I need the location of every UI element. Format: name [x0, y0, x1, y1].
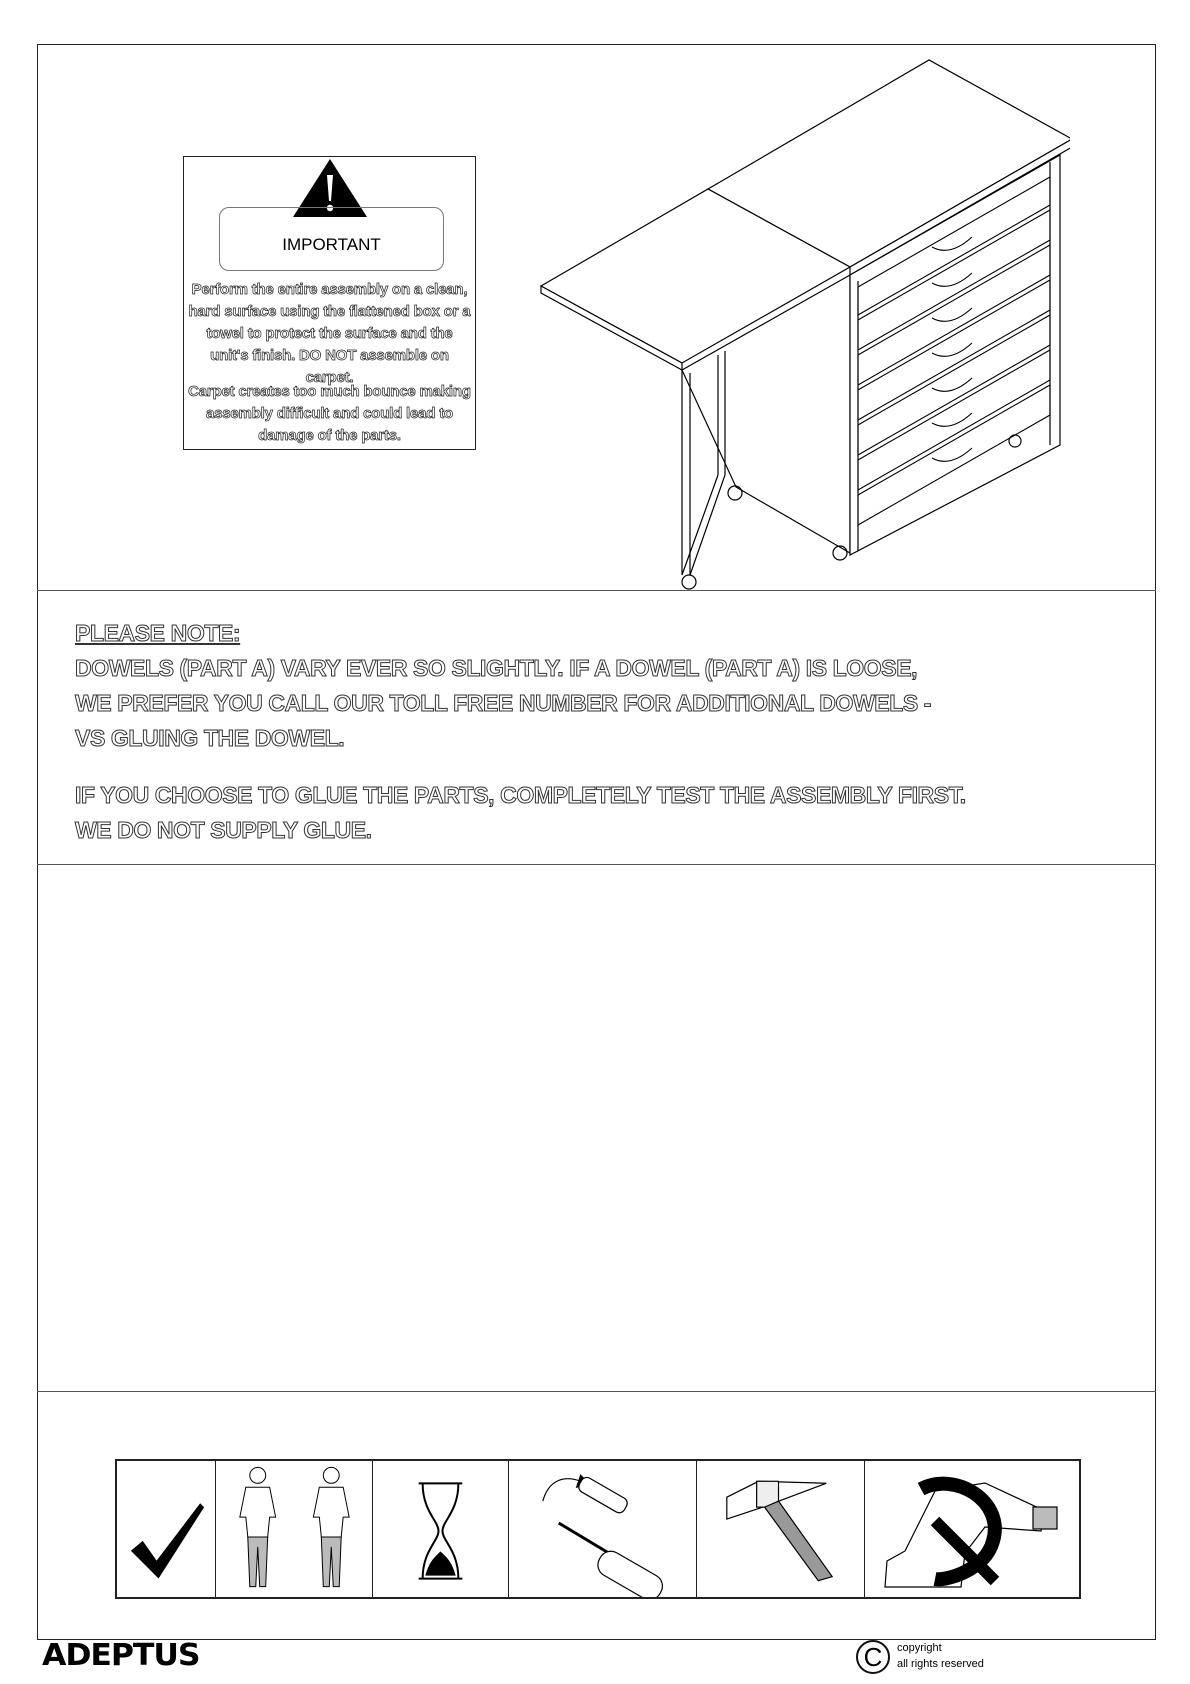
section-divider-2 [37, 864, 1156, 865]
note-line-1: DOWELS (PART A) VARY EVER SO SLIGHTLY. IF A DOWEL (PART A) IS LOOSE, [75, 655, 918, 681]
note-line-4: IF YOU CHOOSE TO GLUE THE PARTS, COMPLETELY TEST THE ASSEMBLY FIRST. [75, 782, 966, 808]
important-notice [183, 156, 476, 450]
copyright-icon: C [856, 1640, 890, 1674]
note-line-3: VS GLUING THE DOWEL. [75, 725, 345, 751]
important-title: IMPORTANT [219, 207, 444, 271]
important-paragraph-2: Carpet creates too much bounce making assembly difficult and could lead to damage of the parts. [188, 383, 471, 444]
please-note [75, 616, 1135, 848]
section-divider-3 [37, 1391, 1156, 1392]
check-mark-icon [117, 1461, 216, 1597]
no-power-drill-icon [865, 1461, 1079, 1597]
brand-logo: ADEPTUS [42, 1638, 200, 1673]
important-paragraph-1: Perform the entire assembly on a clean, hard surface using the flattened box or a towel to protect the surface and the unit's finish. DO NOT assemble on carpet. [188, 281, 471, 386]
hourglass-icon [373, 1461, 509, 1597]
tools-required-strip [115, 1459, 1081, 1599]
two-persons-icon [216, 1461, 373, 1597]
note-heading: PLEASE NOTE: [75, 620, 241, 646]
note-line-2: WE PREFER YOU CALL OUR TOLL FREE NUMBER FOR ADDITIONAL DOWELS - [75, 690, 932, 716]
folding-desk-illustration [540, 55, 1070, 595]
hammer-icon [697, 1461, 865, 1597]
copyright-line-1: copyright [897, 1642, 942, 1654]
note-line-5: WE DO NOT SUPPLY GLUE. [75, 817, 372, 843]
screwdriver-icon [509, 1461, 697, 1597]
copyright-text [897, 1640, 984, 1672]
copyright-line-2: all rights reserved [897, 1658, 984, 1670]
